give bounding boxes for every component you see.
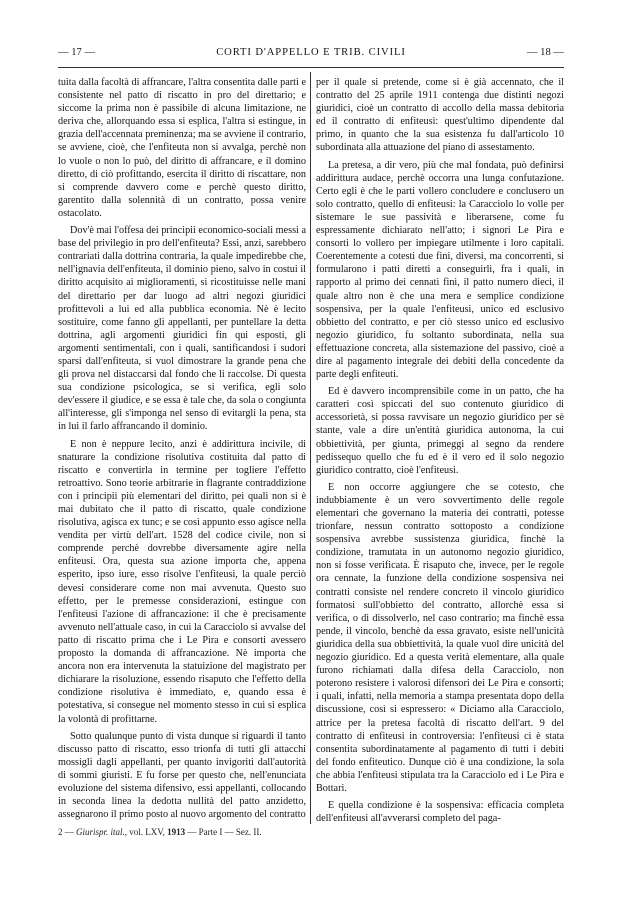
header-rule: [58, 67, 564, 68]
paragraph: E non occorre aggiungere che se cotesto, che indubbiamente è un vero sovvertimento delle regole elementari che governano la materia dei contratti, potesse trionfare, nessun contratto sottoposto a condizione sospensiva avrebbe sussistenza giuridica, finchè la condizione, tramutata in un autonomo negozio giuridico, non si fosse verificata. È risaputo che, invece, per le regole ora cennate, la funzione della condizione sospensiva nei contratti consiste nel rendere concreto il vincolo giuridico formatosi sull'obbietto del contratto, allorchè essa si verifica, o di dissolverlo, nel caso contrario; ma finchè essa pende, il vincolo, benchè da essa gravato, esiste nell'unicità giuridica della sua obbiettività, la quale vuol dire unicità del negozio giuridico. Ed a questa verità elementare, alla quale furono richiamati dalla difesa della Caracciolo, non poterono resistere i valorosi difensori dei Le Pira e consorti; i quali, infatti, nella memoria a stampa presentata dopo della discussione, così si espressero: « Diciamo alla Caracciolo, attrice per la pretesa facoltà di riscatto dell'art. 9 del contratto di enfiteusi in controversia: l'enfiteusi ci è stata consentita subordinatamente al pagamento di tutti i debiti del fondo enfiteutico. Dunque ciò è una condizione, la sola che abbia l'enfiteusi stipulata tra la Caracciolo ed i Le Pira e Bottari.: [316, 481, 564, 794]
section-info: — Parte I — Sez. II.: [185, 827, 262, 837]
page-number-right: — 18 —: [526, 47, 564, 58]
page-number-left: — 17 —: [58, 47, 96, 58]
right-column: [316, 76, 564, 825]
paragraph: Sotto qualunque punto di vista dunque si riguardi il tanto discusso patto di riscatto, esso trionfa di tutti gli attacchi mossigli dagli appellanti, per quanto invigoriti dall'autorità di sommi giuristi. E fu forse per questo che, nell'enunciata evoluzione del sistema difensivo, essi appellanti, collocando in seconda linea la dedotta nullità del patto anzidetto, assegnarono il primo posto al nuovo argomento del contratto: [58, 730, 306, 821]
paragraph: E quella condizione è la sospensiva: efficacia completa dell'enfiteusi all'avverarsi completo del paga-: [316, 800, 564, 825]
page-footer: [58, 826, 564, 838]
left-column: [58, 76, 306, 821]
volume-info: vol. LXV,: [127, 827, 168, 837]
paragraph: tuita dalla facoltà di affrancare, l'altra consentita dalle parti e consistente nel patto di riscatto in pro del direttario; e siccome la prima non è passibile di alcuna limitazione, ne deriva che, allorquando essa si esplica, l'altra si estingue, in grazia dell'accennata preminenza; ma se avviene il contrario, se avviene, cioè, che l'enfiteuta non si avvalga, perchè non lo vuole o non lo può, del diritto di affrancare, e il domino diretto, di ciò profittando, esercita il diritto di riscattare, non si comprende davvero come e perchè questo diritto, garentito dalla solennità di un contratto, possa venire ostacolato.: [58, 77, 306, 219]
paragraph: Dov'è mai l'offesa dei principii economico-sociali messi a base del privilegio in pro dell'enfiteuta? Essi, anzi, sarebbero contrariati dalla dottrina contraria, la quale impedirebbe che, nell'ignavia dell'enfiteuta, il dominio pieno, salvo in costui il diritto acquisito ai miglioramenti, si ricostituisse nelle mani del direttario per dar luogo ad altri negozi giuridici profittevoli a lui ed alla pubblica economia. Nè è lecito sostituire, come fanno gli appellanti, per puntellare la detta dottrina, agli argomenti giuridici fin qui esposti, gli argomenti sentimentali, con i quali, santificandosi i sudori sparsi dall'enfiteuta, si vuol dimostrare la grande pena che gli prova nel distaccarsi dal fondo che li raccolse. Di questa sua condizione psicologica, se si verifica, egli solo dev'essere il giudice, e se essa è tale che, da sola o congiunta all'interesse, gli s'imponga nel senso di evitargli la pena, sta in lui il farlo affrancando il dominio.: [58, 225, 306, 433]
paragraph: E non è neppure lecito, anzi è addirittura incivile, di snaturare la condizione risolutiva costituita dal patto di riscatto e convertirla in termine per togliere l'effetto retroattivo. Sono teorie arbitrarie in flagrante contraddizione con i principii più elementari del diritto, pei quali non si è mai dubitato che il patto di riscatto, quale condizione risolutiva, agisca ex tunc; e se così appunto esso agisce nella vendita per virtù dell'art. 1528 del codice civile, non si comprende perchè dovrebbe diversamente agire nella enfiteusi. Ora, questa sua azione importa che, appena esperito, ipso iure, esso risolve l'enfiteusi, la quale perciò devesi considerare come non mai avvenuta. Questo suo effetto, per le premesse considerazioni, estingue con l'enfiteusi l'azione di affrancazione: il che è precisamente avvenuto nell'attuale caso, in cui la Caracciolo si avvalse del patto di riscatto prima che i Le Pira e consorti avessero proposto la domanda di affrancazione. Nè importa che ancora non era intervenuta la statuizione del magistrato per dichiarare la risoluzione, essendo risaputo che l'effetto della condizione risolutiva è immediato, e, quando essa è potestativa, si consegue nel momento stesso in cui si esplica la volontà di profittarne.: [58, 438, 306, 725]
paragraph: Ed è davvero incomprensibile come in un patto, che ha caratteri così spiccati del suo contenuto giuridico di accessorietà, si possa ravvisare un negozio giuridico per sè stante, vale a dire un'entità giuridica autonoma, la cui obbiettività, per giunta, primeggi al segno da rendere pedissequo quello che fu ed è il vero ed il solo negozio giuridico contratto, cioè l'enfiteusi.: [316, 386, 564, 476]
journal-name: Giurispr. ital.,: [76, 827, 128, 837]
paragraph: La pretesa, a dir vero, più che mal fondata, può definirsi addirittura audace, perchè occorra una lunga confutazione. Certo egli è che le parti vollero concludere e conclusero un solo contratto, quello di enfiteusi: la Caracciolo lo volle per sistemare le sue passività e liberarsene, come fu espressamente dichiarato nell'atto; i signori Le Pira e consorti lo vollero per impiegare utilmente i loro capitali. Coerentemente a cotesti due fini, diversi, ma concorrenti, si formularono i patti diretti a conseguirli, fra i quali, in rapporto al primo dei cennati fini, il patto numero dieci, il quale altro non è che una mera e semplice condizione sospensiva, per la quale l'enfiteusi, unico ed esclusivo obbietto del contratto, e per ciò stesso unico ed esclusivo negozio giuridico, fu soltanto subordinata, nella sua effettuazione concreta, alla sistemazione del passivo, cioè a dire al pagamento integrale dei debiti della concedente da parte degli enfiteuti.: [316, 159, 564, 381]
year: 1913: [167, 827, 186, 837]
column-divider: [310, 72, 311, 824]
signature-mark: 2 —: [58, 827, 76, 837]
running-header: [58, 46, 564, 64]
paragraph: per il quale si pretende, come si è già accennato, che il contratto del 25 aprile 1911 contenga due distinti negozi giuridici, cioè un contratto di accollo della massa debitoria ed il contratto di enfiteusi: quest'ultimo dipendente dal primo, in quanto che la sua esistenza fu dall'articolo 10 subordinata alla attuazione del piano di assestamento.: [316, 77, 564, 154]
running-title: CORTI D'APPELLO E TRIB. CIVILI: [216, 47, 406, 58]
